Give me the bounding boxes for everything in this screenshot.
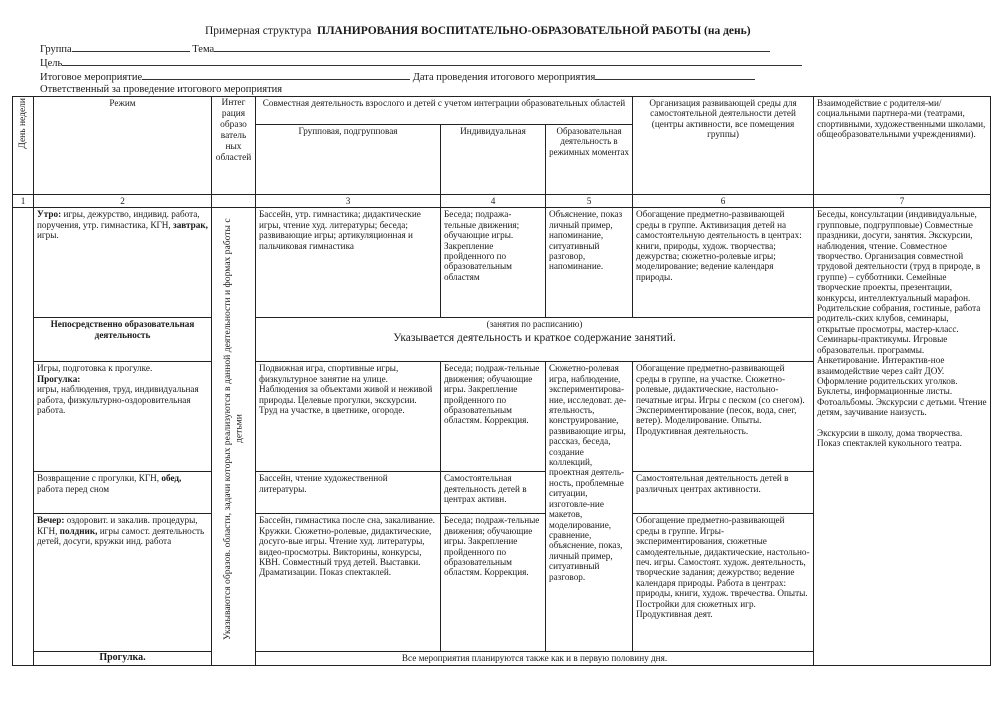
regime-header: Режим (34, 97, 212, 195)
walk2-regime: Прогулка. (34, 652, 212, 666)
responsible-label: Ответственный за проведение итогового мероприятия (40, 84, 283, 95)
group-theme-line (40, 42, 770, 56)
morning-regime: Утро: игры, дежурство, индивид. работа, поручения, утр. гимнастика, КГН, завтрак, игры. (34, 208, 212, 318)
col-num-7: 7 (814, 195, 991, 208)
morning-individual: Беседа; подража-тельные движения; обучающие игры. Закрепление пройденного по образовательным областям (441, 208, 546, 318)
moments-subheader: Образовательная деятельность в режимных моментах (546, 125, 633, 195)
goal-label: Цель (40, 58, 63, 69)
number-row (13, 195, 991, 208)
col-num-4: 4 (441, 195, 546, 208)
individual-subheader: Индивидуальная (441, 125, 546, 195)
parents-cell: Беседы, консультации (индивидуальные, групповые, подгрупповые) Совместные праздники, досуги, занятия. Экскурсии, наблюдения, чтение. Совместное творчество. Организация совместной трудовой деятельности (труд в природе, в группе) – субботники. Семейные творческие проекты, презентации, конкурсы, интеллектуальный марафон. Родительские собрания, гостиные, работа родитель-ских клубов, семинары, открытые просмотры, мастер-класс. Семинары-практикумы. Игровые образовательн. программы. Анкетирование. Интерактив-ное взаимодействие через сайт ДОУ. Оформление родительских уголков. Буклеты, информационные листы. Фотоальбомы. Экскурсии с детьми. Чтение детям, заучивание наизусть. Экскурсии в школу, дома творчества. Показ спектаклей кукольного театра. (814, 208, 991, 666)
day-header: День недели (13, 97, 34, 195)
theme-label: Тема (192, 44, 215, 55)
plan-table (12, 96, 991, 666)
nod-regime: Непосредственно образовательная деятельность (34, 318, 212, 362)
final-event-line (40, 70, 755, 84)
walk-moments: Сюжетно-ролевая игра, наблюдение, экспериментирова-ние, исследоват. де-ятельность, конструирование, развивающие игры, рассказ, беседа, создание коллекций, проектная деятель-ность, проблемные ситуации, изготовле-ние макетов, моделирование, сравнение, объяснение, показ, личный пример, ситуативный разговор. (546, 362, 633, 652)
integration-cell: Указываются образов. области, задачи которых реализуются в данной деятельности и формах работы с детьми (212, 208, 256, 666)
evening-regime: Вечер: оздоровит. и закалив. процедуры, КГН, полдник, игры самост. деятельность детей, досуги, кружки инд. работа (34, 514, 212, 652)
col-num-1: 1 (13, 195, 34, 208)
group-label: Группа (40, 44, 72, 55)
theme-field[interactable] (214, 42, 770, 52)
goal-line (40, 56, 802, 70)
walk-environment: Обогащение предметно-развивающей среды в группе, на участке. Сюжетно-ролевые, дидактические, настольно-печатные игры. Игры с песком (со снегом). Экспериментирование (песок, вода, снег, ветер). Моделирование. Опыты. Продуктивная деятельность. (633, 362, 814, 472)
final-event-label: Итоговое мероприятие (40, 72, 143, 83)
joint-header: Совместная деятельность взрослого и детей с учетом интеграции образовательных областей (256, 97, 633, 125)
integration-header: Интег рация образо ватель ных областей (212, 97, 256, 195)
return-regime: Возвращение с прогулки, КГН, обед, работа перед сном (34, 472, 212, 514)
goal-field[interactable] (62, 56, 802, 66)
walk-group: Подвижная игра, спортивные игры, физкультурное занятие на улице. Наблюдения за объектами живой и неживой природы. Целевые прогулки, экскурсии. Труд на участке, в цветнике, огороде. (256, 362, 441, 472)
return-individual: Самостоятельная деятельность детей в центрах активн. (441, 472, 546, 514)
morning-row (13, 208, 991, 318)
evening-group: Бассейн, гимнастика после сна, закаливание. Кружки. Сюжетно-ролевые, дидактические, досуго-вые игры. Чтение худ. литературы, видео-просмотры. Викторины, конкурсы, КВН. Совместный труд детей. Выставки. Драматизации. Показ спектаклей. (256, 514, 441, 652)
walk2-text: Все мероприятия планируются также как и в первую половину дня. (256, 652, 814, 666)
title-main: ПЛАНИРОВАНИЯ ВОСПИТАТЕЛЬНО-ОБРАЗОВАТЕЛЬНОЙ РАБОТЫ (на день) (317, 25, 751, 37)
col-num-blank (212, 195, 256, 208)
day-cell (13, 208, 34, 666)
return-group: Бассейн, чтение художественной литературы. (256, 472, 441, 514)
final-event-date-label: Дата проведения итогового мероприятия (412, 72, 596, 83)
walk-individual: Беседа; подраж-тельные движения; обучающие игры. Закрепление пройденного по образовательным областям. Коррекция. (441, 362, 546, 472)
group-field[interactable] (72, 42, 190, 52)
responsible-line (40, 84, 282, 96)
col-num-2: 2 (34, 195, 212, 208)
parents-header: Взаимодействие с родителя-ми/ социальными партнера-ми (театрами, спортивными, художественными школами, общеобразовательными учреждениями). (814, 97, 991, 195)
environment-header: Организация развивающей среды для самостоятельной деятельности детей (центры активности, все помещения группы) (633, 97, 814, 195)
group-subheader: Групповая, подгрупповая (256, 125, 441, 195)
morning-environment: Обогащение предметно-развивающей среды в группе. Активизация детей на самостоятельную деятельность в центрах: книги, природы, худож. творчества; дежурства; сюжетно-ролевые игры; моделирование; ведение календаря природы. (633, 208, 814, 318)
evening-individual: Беседа; подраж-тельные движения; обучающие игры. Закрепление пройденного по образовательным областям. Коррекция. (441, 514, 546, 652)
morning-group: Бассейн, утр. гимнастика; дидактические игры, чтение худ. литературы; беседа; развивающие игры; артикуляционная и пальчиковая гимнастика (256, 208, 441, 318)
title-prefix: Примерная структура (205, 25, 312, 37)
morning-moments: Объяснение, показ личный пример, напоминание, ситуативный разговор, напоминание. (546, 208, 633, 318)
walk-regime: Игры, подготовка к прогулке. Прогулка: игры, наблюдения, труд, индивидуальная работа, физкультурно-оздоровительная работа. (34, 362, 212, 472)
nod-content: (занятия по расписанию) Указывается деятельность и краткое содержание занятий. (256, 318, 814, 362)
final-event-date-field[interactable] (595, 70, 755, 80)
evening-environment: Обогащение предметно-развивающей среды в группе. Игры-экспериментирования, сюжетные самодеятельные, дидактические, настольно-печ. игры. Самостоят. худож. деятельность, творческие задания; дежурство; ведение календаря природы. Работа в центрах: природы, книги, худож. твречества. Опыты. Постройки для сюжетных игр. Продуктивная деят. (633, 514, 814, 652)
page-title (205, 25, 751, 37)
final-event-field[interactable] (142, 70, 410, 80)
col-num-5: 5 (546, 195, 633, 208)
return-environment: Самостоятельная деятельность детей в различных центрах активности. (633, 472, 814, 514)
col-num-6: 6 (633, 195, 814, 208)
col-num-3: 3 (256, 195, 441, 208)
